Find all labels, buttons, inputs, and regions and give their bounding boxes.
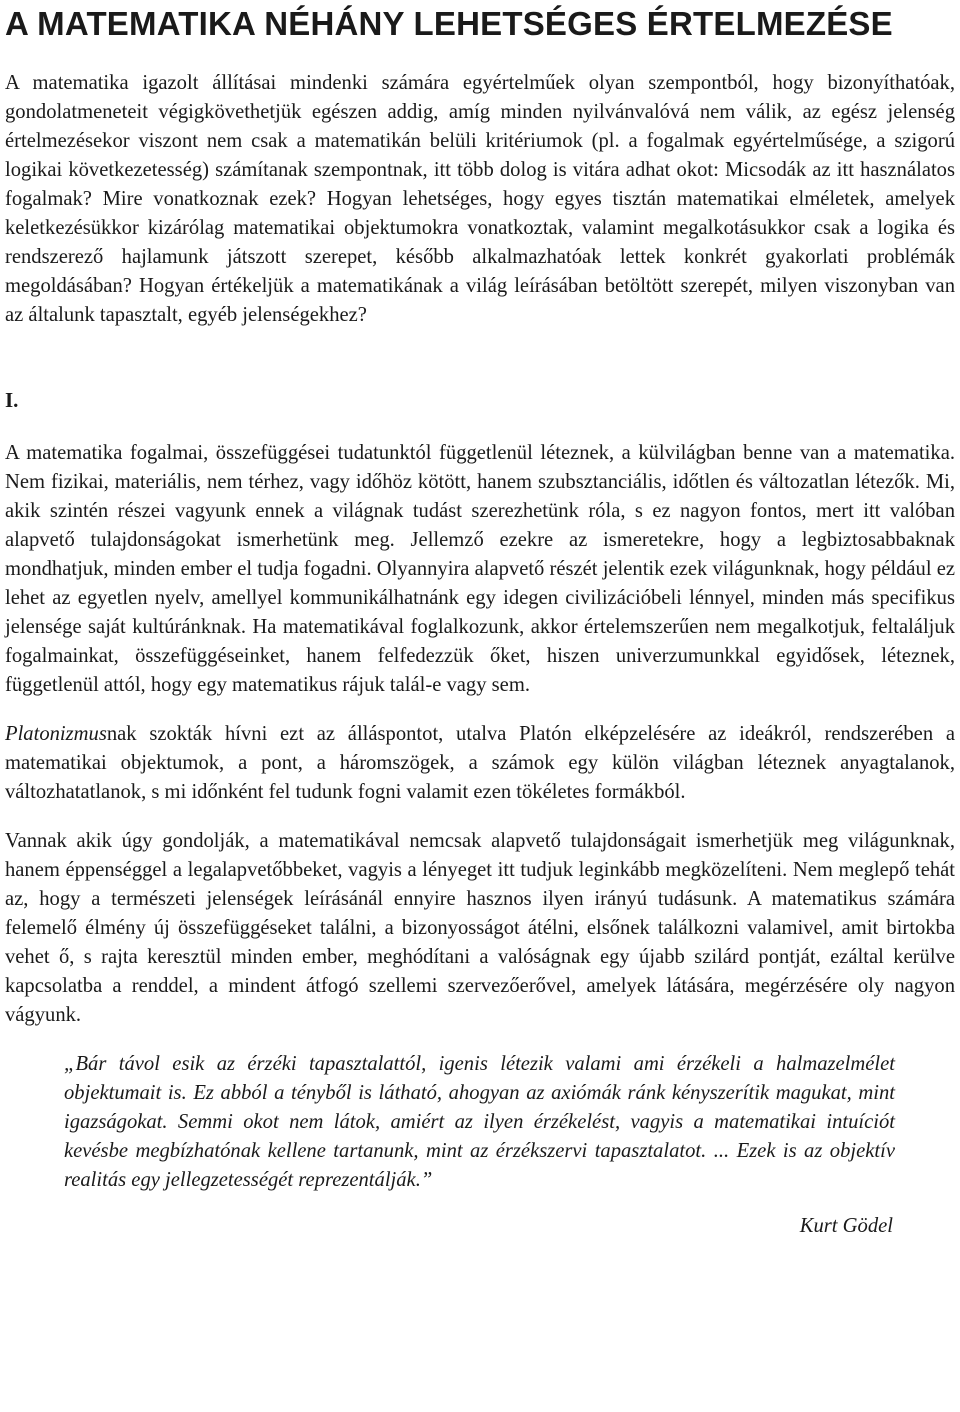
platonism-term: Platonizmus — [5, 723, 107, 745]
paragraph-1: A matematika fogalmai, összefüggései tudatunktól függetlenül léteznek, a külvilágban benne van a matematika. Nem fizikai, materiális, nem térhez, vagy időhöz kötött, hanem szubsztanciális, időtlen és változatlan létezők. Mi, akik szintén részei vagyunk ennek a világnak tudást szerezhetünk róla, s ez nagyon fontos, mert itt valóban alapvető tulajdonságokat ismerhetünk meg. Jellemző ezekre az ismeretekre, hogy a legbiztosabbaknak mondhatjuk, minden ember el tudja fogadni. Olyannyira alapvető részét jelentik ezek világunknak, hogy például ez lehet az egyetlen nyelv, amellyel kommunikálhatnánk egy idegen civilizációbeli lénnyel, minden más specifikus jelensége saját kultúránknak. Ha matematikával foglalkozunk, akkor értelemszerűen nem megalkotjuk, feltaláljuk fogalmainkat, összefüggéseinket, hanem felfedezzük őket, hiszen univerzumunkkal egyidősek, léteznek, függetlenül attól, hogy egy matematikus rájuk talál-e vagy sem. — [5, 442, 955, 696]
quote-author: Kurt Gödel — [799, 1215, 893, 1237]
paragraph-3: Vannak akik úgy gondolják, a matematikával nemcsak alapvető tulajdonságait ismerhetjük meg világunknak, hanem éppenséggel a legalapvetőbbeket, vagyis a lényeget itt tudjuk leginkább megközelíteni. Nem meglepő tehát az, hogy a természeti jelenségek leírásánál ennyire hasznos ilyen irányú tudásunk. A matematikus számára felemelő élmény új összefüggéseket találni, a bizonyosságot átélni, elsőnek találkozni valamivel, amit birtokba vehet ő, s rajta keresztül minden ember, meghódítani a valóságnak egy újabb szilárd pontját, ezáltal kerülve kapcsolatba a renddel, a mindent átfogó szellemi szervezőerővel, amelyek látására, megérzésére oly nagyon vágyunk. — [5, 830, 955, 1026]
intro-paragraph: A matematika igazolt állításai mindenki számára egyértelműek olyan szempontból, hogy bizonyíthatóak, gondolatmeneteit végigkövethetjük egészen addig, amíg minden nyilvánvalóvá nem válik, az egész jelenség értelmezésekor viszont nem csak a matematikán belüli kritériumok (pl. a fogalmak egyértelműsége, a szigorú logikai következetesség) számítanak szempontnak, itt több dolog is vitára adhat okot: Micsodák az itt használatos fogalmak? Mire vonatkoznak ezek? Hogyan lehetséges, hogy egyes tisztán matematikai elméletek, amelyek keletkezésükkor kizárólag matematikai objektumokra vonatkoztak, valamint megalkotásukkor csak a logika és rendszerező hajlamunk játszott szerepet, később alkalmazhatóak lettek konkrét gyakorlati problémák megoldásában? Hogyan értékeljük a matematikának a világ leírásában betöltött szerepét, milyen viszonyban van az általunk tapasztalt, egyéb jelenségekhez? — [5, 72, 955, 326]
document-title: A MATEMATIKA NÉHÁNY LEHETSÉGES ÉRTELMEZÉSE — [5, 5, 893, 42]
godel-quote: „Bár távol esik az érzéki tapasztalattól, igenis létezik valami ami érzékeli a halmazelmélet objektumait is. Ez abból a tényből is látható, ahogyan az axiómák ránk kényszerítik magukat, mint igazságokat. Semmi okot nem látok, amiért az ilyen érzékelést, vagyis a matematikai intuíciót kevésbe megbízhatónak kellene tartanunk, mint az érzékszervi tapasztalatot. ... Ezek is az objektív realitás egy jellegzetességét reprezentálják.” — [64, 1053, 895, 1191]
paragraph-2 — [5, 720, 955, 807]
section-heading: I. — [5, 388, 19, 412]
paragraph-2-text: nak szokták hívni ezt az álláspontot, utalva Platón elképzelésére az ideákról, rendszerében a matematikai objektumok, a pont, a háromszögek, a számok egy külön világban léteznek anyagtalanok, változhatatlanok, s mi időnként fel tudunk fogni valamit ezen tökéletes formákból. — [5, 723, 955, 803]
